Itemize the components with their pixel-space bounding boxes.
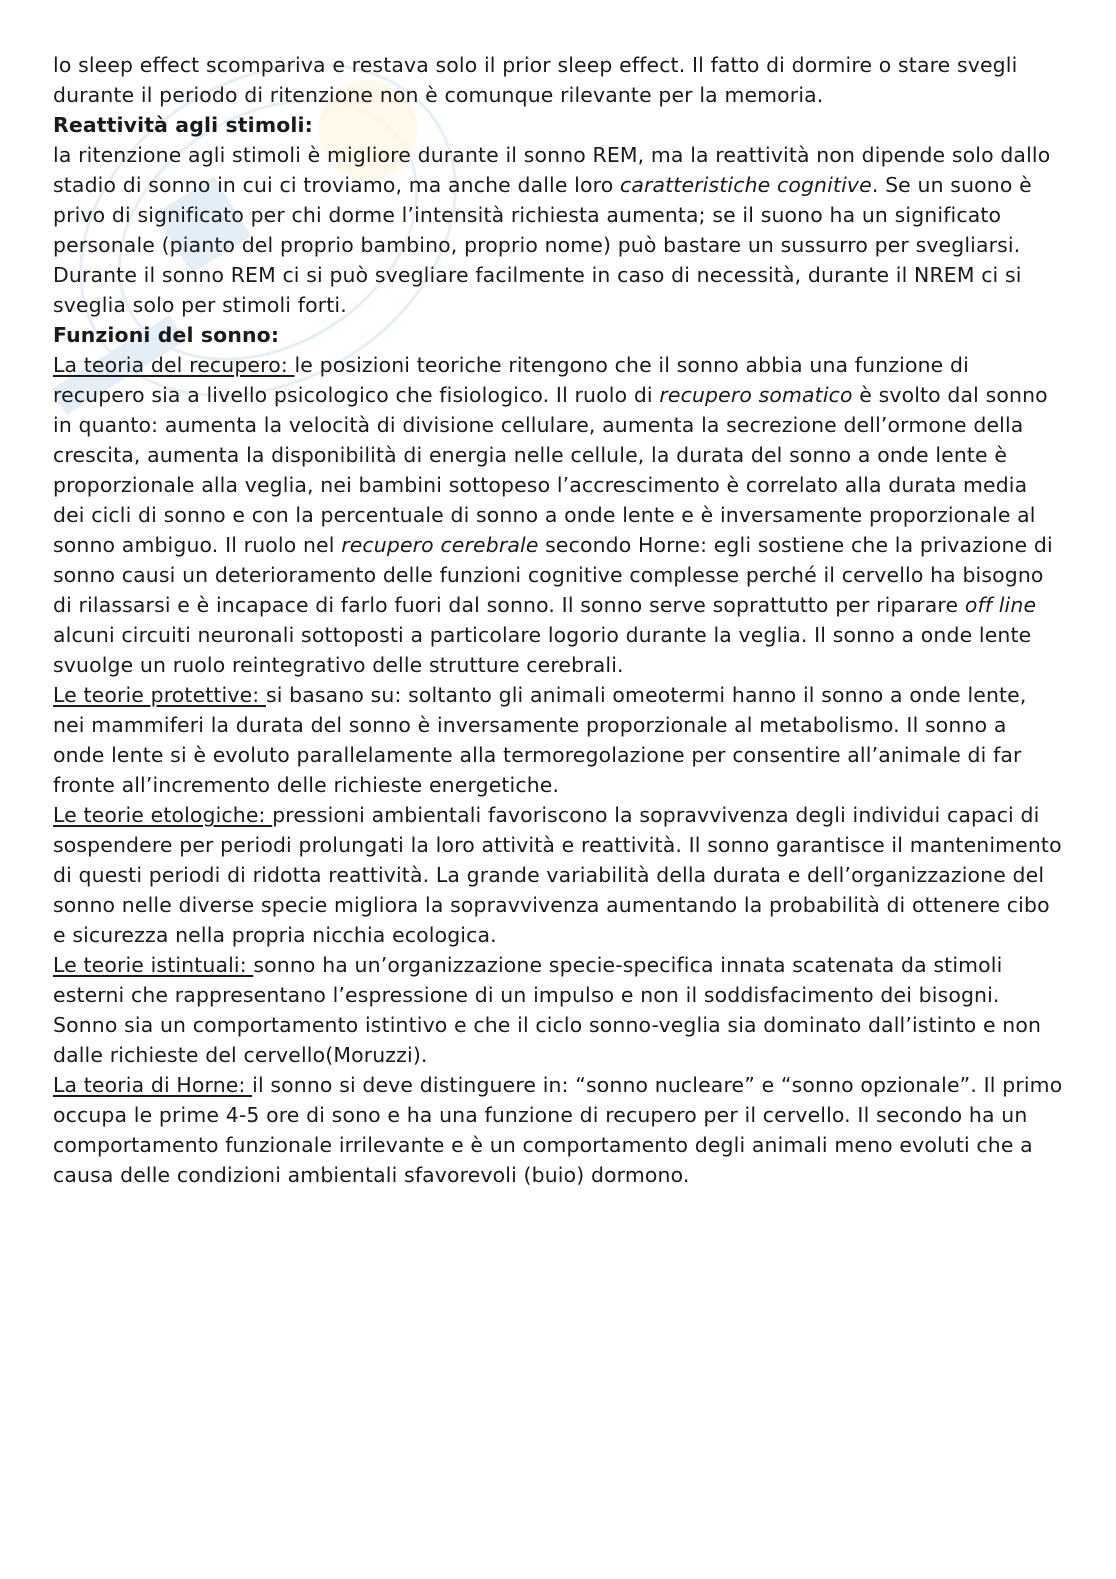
text-run: . Se un suono è privo di significato per chi dorme l’intensità richiesta aumenta; se il suono ha un significato personale (pianto del proprio bambino, proprio nome) può bastare un sussurro per svegliarsi. Durante il sonno REM ci si può svegliare facilmente in caso di necessità, durante il NREM ci si sveglia solo per stimoli forti. [53, 173, 1032, 317]
text-run: le posizioni teoriche ritengono che il sonno abbia una funzione di recupero sia a livello psicologico che fisiologico. Il ruolo di [53, 353, 969, 407]
subheading-protettive: Le teorie protettive: [53, 683, 266, 707]
text-run: alcuni circuiti neuronali sottoposti a particolare logorio durante la veglia. Il sonno a onde lente svuolge un ruolo reintegrativo delle strutture cerebrali. [53, 623, 1032, 677]
paragraph-intro: lo sleep effect scompariva e restava solo il prior sleep effect. Il fatto di dormire o stare svegli durante il periodo di ritenzione non è comunque rilevante per la memoria. [53, 53, 1018, 107]
italic-term: off line [964, 593, 1037, 617]
text-run: il sonno si deve distinguere in: “sonno nucleare” e “sonno opzionale”. Il primo occupa le prime 4-5 ore di sono e ha una funzione di recupero per il cervello. Il secondo ha un comportamento funzionale irrilevante e è un comportamento degli animali meno evoluti che a causa delle condizioni ambientali sfavorevoli (buio) dormono. [53, 1073, 1063, 1187]
paragraph-istintuali [53, 950, 1063, 1070]
text-run: è svolto dal sonno in quanto: aumenta la velocità di divisione cellulare, aumenta la secrezione dell’ormone della crescita, aumenta la disponibilità di energia nelle cellule, la durata del sonno a onde lente è proporzionale alla veglia, nei bambini sottopeso l’accrescimento è correlato alla durata media dei cicli di sonno e con la percentuale di sonno a onde lente e è inversamente proporzionale al sonno ambiguo. Il ruolo nel [53, 383, 1048, 557]
paragraph-protettive [53, 680, 1063, 800]
subheading-horne: La teoria di Horne: [53, 1073, 253, 1097]
text-run: secondo Horne: egli sostiene che la privazione di sonno causi un deterioramento delle funzioni cognitive complesse perché il cervello ha bisogno di rilassarsi e è incapace di farlo fuori dal sonno. Il sonno serve soprattutto per riparare [53, 533, 1053, 617]
text-run: sonno ha un’organizzazione specie-specifica innata scatenata da stimoli esterni che rappresentano l’espressione di un impulso e non il soddisfacimento dei bisogni. Sonno sia un comportamento istintivo e che il ciclo sonno-veglia sia dominato dall’istinto e non dalle richieste del cervello(Moruzzi). [53, 953, 1042, 1067]
text-run: pressioni ambientali favoriscono la sopravvivenza degli individui capaci di sospendere per periodi prolungati la loro attività e reattività. Il sonno garantisce il mantenimento di questi periodi di ridotta reattività. La grande variabilità della durata e dell’organizzazione del sonno nelle diverse specie migliora la sopravvivenza aumentando la probabilità di ottenere cibo e sicurezza nella propria nicchia ecologica. [53, 803, 1062, 947]
paragraph-horne [53, 1070, 1063, 1190]
subheading-istintuali: Le teorie istintuali: [53, 953, 254, 977]
text-run: si basano su: soltanto gli animali omeotermi hanno il sonno a onde lente, nei mammiferi la durata del sonno è inversamente proporzionale al metabolismo. Il sonno a onde lente si è evoluto parallelamente alla termoregolazione per consentire all’animale di far fronte all’incremento delle richieste energetiche. [53, 683, 1027, 797]
paragraph-etologiche [53, 800, 1063, 950]
italic-term: recupero somatico [659, 383, 853, 407]
text-run: la ritenzione agli stimoli è migliore durante il sonno REM, ma la reattività non dipende solo dallo stadio di sonno in cui ci troviamo, ma anche dalle loro [53, 143, 1051, 197]
document-body [53, 50, 1063, 1190]
italic-term: caratteristiche cognitive [619, 173, 872, 197]
heading-reattivita: Reattività agli stimoli: [53, 113, 313, 137]
italic-term: recupero cerebrale [341, 533, 539, 557]
paragraph-recupero [53, 350, 1063, 680]
subheading-etologiche: Le teorie etologiche: [53, 803, 273, 827]
heading-funzioni: Funzioni del sonno: [53, 323, 280, 347]
subheading-recupero: La teoria del recupero: [53, 353, 295, 377]
paragraph-reattivita [53, 140, 1063, 320]
